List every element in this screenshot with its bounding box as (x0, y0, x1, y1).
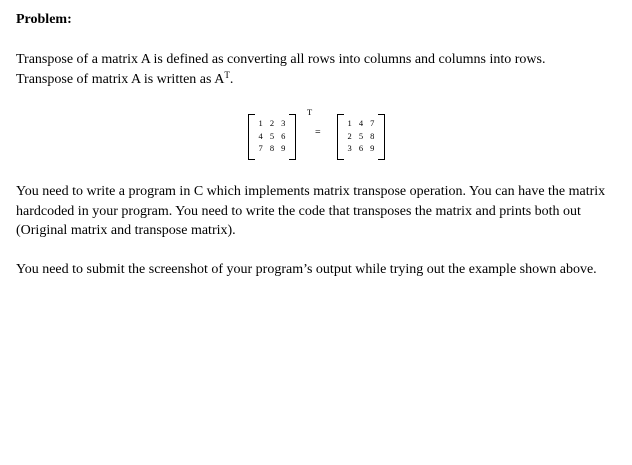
matrix-a-cell: 1 (258, 118, 263, 128)
matrix-a-cell: 5 (269, 130, 275, 141)
matrix-a-cell: 9 (281, 143, 286, 153)
matrix-a-cell: 7 (258, 143, 263, 153)
task-paragraph: You need to write a program in C which implements matrix transpose operation. You can have the matrix hardcoded in your program. You need to write the code that transposes the matrix and prints both out (Original matrix and transpose matrix). (16, 184, 606, 238)
matrix-a-cell: 6 (281, 130, 286, 141)
matrix-a-cell: 3 (281, 118, 286, 128)
matrix-t-cells (344, 117, 378, 155)
matrix-t-left-bracket (337, 114, 344, 160)
equals-sign: = (315, 127, 321, 138)
transpose-superscript: T (224, 69, 230, 80)
problem-heading: Problem: (16, 12, 72, 27)
matrix-t-cell: 4 (358, 118, 364, 128)
matrix-t-cell: 1 (347, 118, 352, 128)
intro-line-2 (16, 69, 234, 87)
matrix-t-cell: 6 (358, 143, 364, 153)
matrix-t-right-bracket (378, 114, 385, 160)
matrix-transpose (337, 114, 385, 158)
matrix-a-cell: 2 (269, 118, 275, 128)
matrix-t-cell: 9 (370, 143, 375, 153)
intro-line-2-text: Transpose of matrix A is written as A (16, 71, 225, 87)
transpose-mark: T (307, 107, 313, 117)
intro-line-1: Transpose of a matrix A is defined as converting all rows into columns and columns into rows. (16, 52, 546, 67)
matrix-t-cell: 2 (347, 130, 352, 141)
intro-paragraph (16, 50, 616, 89)
matrix-a-right-bracket (289, 114, 296, 160)
matrix-a-left-bracket (248, 114, 255, 160)
matrix-a-cell: 4 (258, 130, 263, 141)
intro-line-2-period: . (229, 71, 234, 87)
matrix-t-cell: 5 (358, 130, 364, 141)
matrix-a-cells (255, 117, 289, 155)
matrix-t-cell: 8 (370, 130, 375, 141)
matrix-t-cell: 7 (370, 118, 375, 128)
matrix-a-cell: 8 (269, 143, 275, 153)
transpose-equation (248, 108, 398, 160)
matrix-t-cell: 3 (347, 143, 352, 153)
submission-paragraph: You need to submit the screenshot of your program’s output while trying out the example shown above. (16, 262, 597, 277)
matrix-a (248, 114, 296, 158)
